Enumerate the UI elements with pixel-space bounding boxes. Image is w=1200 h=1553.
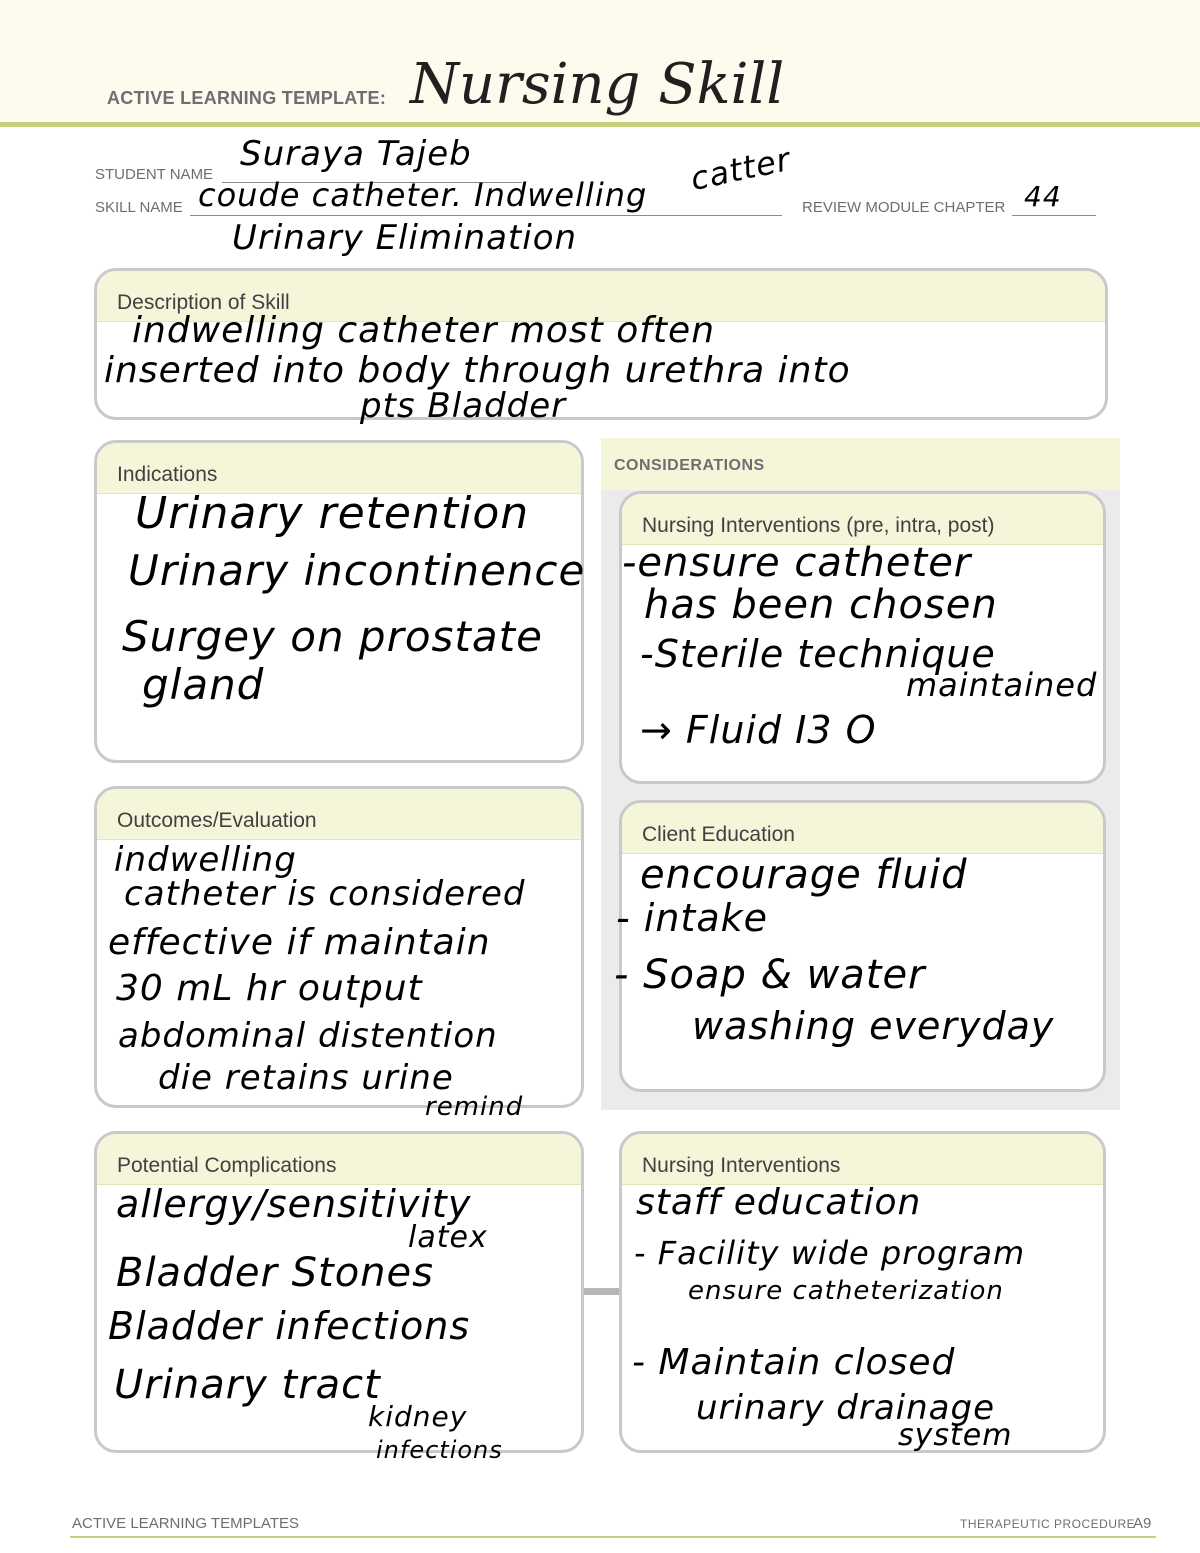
potential-complications-line-2: latex bbox=[408, 1220, 488, 1255]
review-module-label: REVIEW MODULE CHAPTER bbox=[802, 199, 1006, 216]
outcomes-line-7: remind bbox=[425, 1092, 524, 1122]
nursing-interventions-pip-line-5: → Fluid I3 O bbox=[640, 708, 877, 752]
client-education-line-2: - intake bbox=[616, 896, 769, 940]
description-line-1: indwelling catheter most often bbox=[132, 310, 716, 351]
indications-line-1: Urinary retention bbox=[135, 488, 530, 539]
outcomes-line-2: catheter is considered bbox=[124, 874, 526, 914]
considerations-title: CONSIDERATIONS bbox=[614, 457, 765, 474]
box-connector bbox=[582, 1288, 622, 1295]
footer-divider bbox=[70, 1536, 1156, 1538]
indications-line-2: Urinary incontinence bbox=[128, 546, 586, 595]
nursing-interventions-line-2: - Facility wide program bbox=[634, 1234, 1026, 1272]
review-module-underline bbox=[1012, 215, 1096, 216]
indications-title: Indications bbox=[117, 463, 218, 486]
nursing-interventions-line-1: staff education bbox=[636, 1182, 922, 1223]
nursing-interventions-pip-line-3: -Sterile technique bbox=[640, 632, 996, 676]
indications-line-4: gland bbox=[142, 660, 265, 709]
page-title: Nursing Skill bbox=[410, 52, 785, 117]
potential-complications-line-3: Bladder Stones bbox=[116, 1250, 434, 1296]
student-name-value[interactable]: Suraya Tajeb bbox=[240, 134, 472, 174]
nursing-interventions-pip-line-2: has been chosen bbox=[644, 582, 998, 628]
skill-name-extra: catter bbox=[687, 139, 794, 199]
header-divider bbox=[0, 122, 1200, 127]
indications-line-3: Surgey on prostate bbox=[122, 612, 543, 661]
nursing-interventions-line-3: ensure catheterization bbox=[688, 1276, 1004, 1306]
potential-complications-line-6: kidney bbox=[368, 1400, 468, 1433]
outcomes-title: Outcomes/Evaluation bbox=[117, 809, 317, 832]
review-module-value[interactable]: 44 bbox=[1024, 180, 1062, 213]
potential-complications-line-4: Bladder infections bbox=[108, 1304, 471, 1348]
nursing-interventions-pip-line-1: -ensure catheter bbox=[622, 540, 972, 586]
nursing-interventions-line-5: urinary drainage bbox=[696, 1388, 995, 1428]
footer-right-text: THERAPEUTIC PROCEDURE bbox=[960, 1517, 1136, 1531]
description-line-3: pts Bladder bbox=[360, 386, 567, 426]
client-education-line-3: - Soap & water bbox=[614, 952, 926, 998]
footer-page-number: A9 bbox=[1133, 1515, 1152, 1532]
outcomes-line-4: 30 mL hr output bbox=[116, 968, 423, 1009]
outcomes-line-1: indwelling bbox=[114, 840, 297, 880]
client-education-box bbox=[619, 800, 1106, 1092]
client-education-line-4: washing everyday bbox=[692, 1004, 1055, 1048]
skill-name-value[interactable]: coude catheter. Indwelling bbox=[198, 176, 648, 214]
nursing-interventions-pip-line-4: maintained bbox=[906, 666, 1098, 704]
skill-name-label: SKILL NAME bbox=[95, 199, 183, 216]
client-education-line-1: encourage fluid bbox=[640, 852, 968, 898]
nursing-interventions-pip-title: Nursing Interventions (pre, intra, post) bbox=[642, 514, 995, 537]
outcomes-line-3: effective if maintain bbox=[108, 922, 491, 963]
skill-name-underline bbox=[190, 215, 782, 216]
nursing-interventions-line-6: system bbox=[898, 1418, 1013, 1453]
outcomes-line-6: die retains urine bbox=[158, 1058, 454, 1098]
potential-complications-line-1: allergy/sensitivity bbox=[116, 1182, 472, 1226]
description-line-2: inserted into body through urethra into bbox=[104, 350, 851, 391]
nursing-interventions-title: Nursing Interventions bbox=[642, 1154, 841, 1177]
potential-complications-line-7: infections bbox=[376, 1436, 503, 1464]
description-title: Description of Skill bbox=[117, 291, 290, 314]
potential-complications-line-5: Urinary tract bbox=[114, 1362, 381, 1408]
student-name-label: STUDENT NAME bbox=[95, 166, 214, 183]
potential-complications-title: Potential Complications bbox=[117, 1154, 337, 1177]
template-label: ACTIVE LEARNING TEMPLATE: bbox=[107, 88, 387, 108]
nursing-interventions-line-4: - Maintain closed bbox=[632, 1342, 956, 1383]
skill-name-line2: Urinary Elimination bbox=[232, 218, 578, 258]
client-education-title: Client Education bbox=[642, 823, 795, 846]
outcomes-line-5: abdominal distention bbox=[118, 1016, 498, 1056]
footer-left-text: ACTIVE LEARNING TEMPLATES bbox=[72, 1515, 299, 1532]
